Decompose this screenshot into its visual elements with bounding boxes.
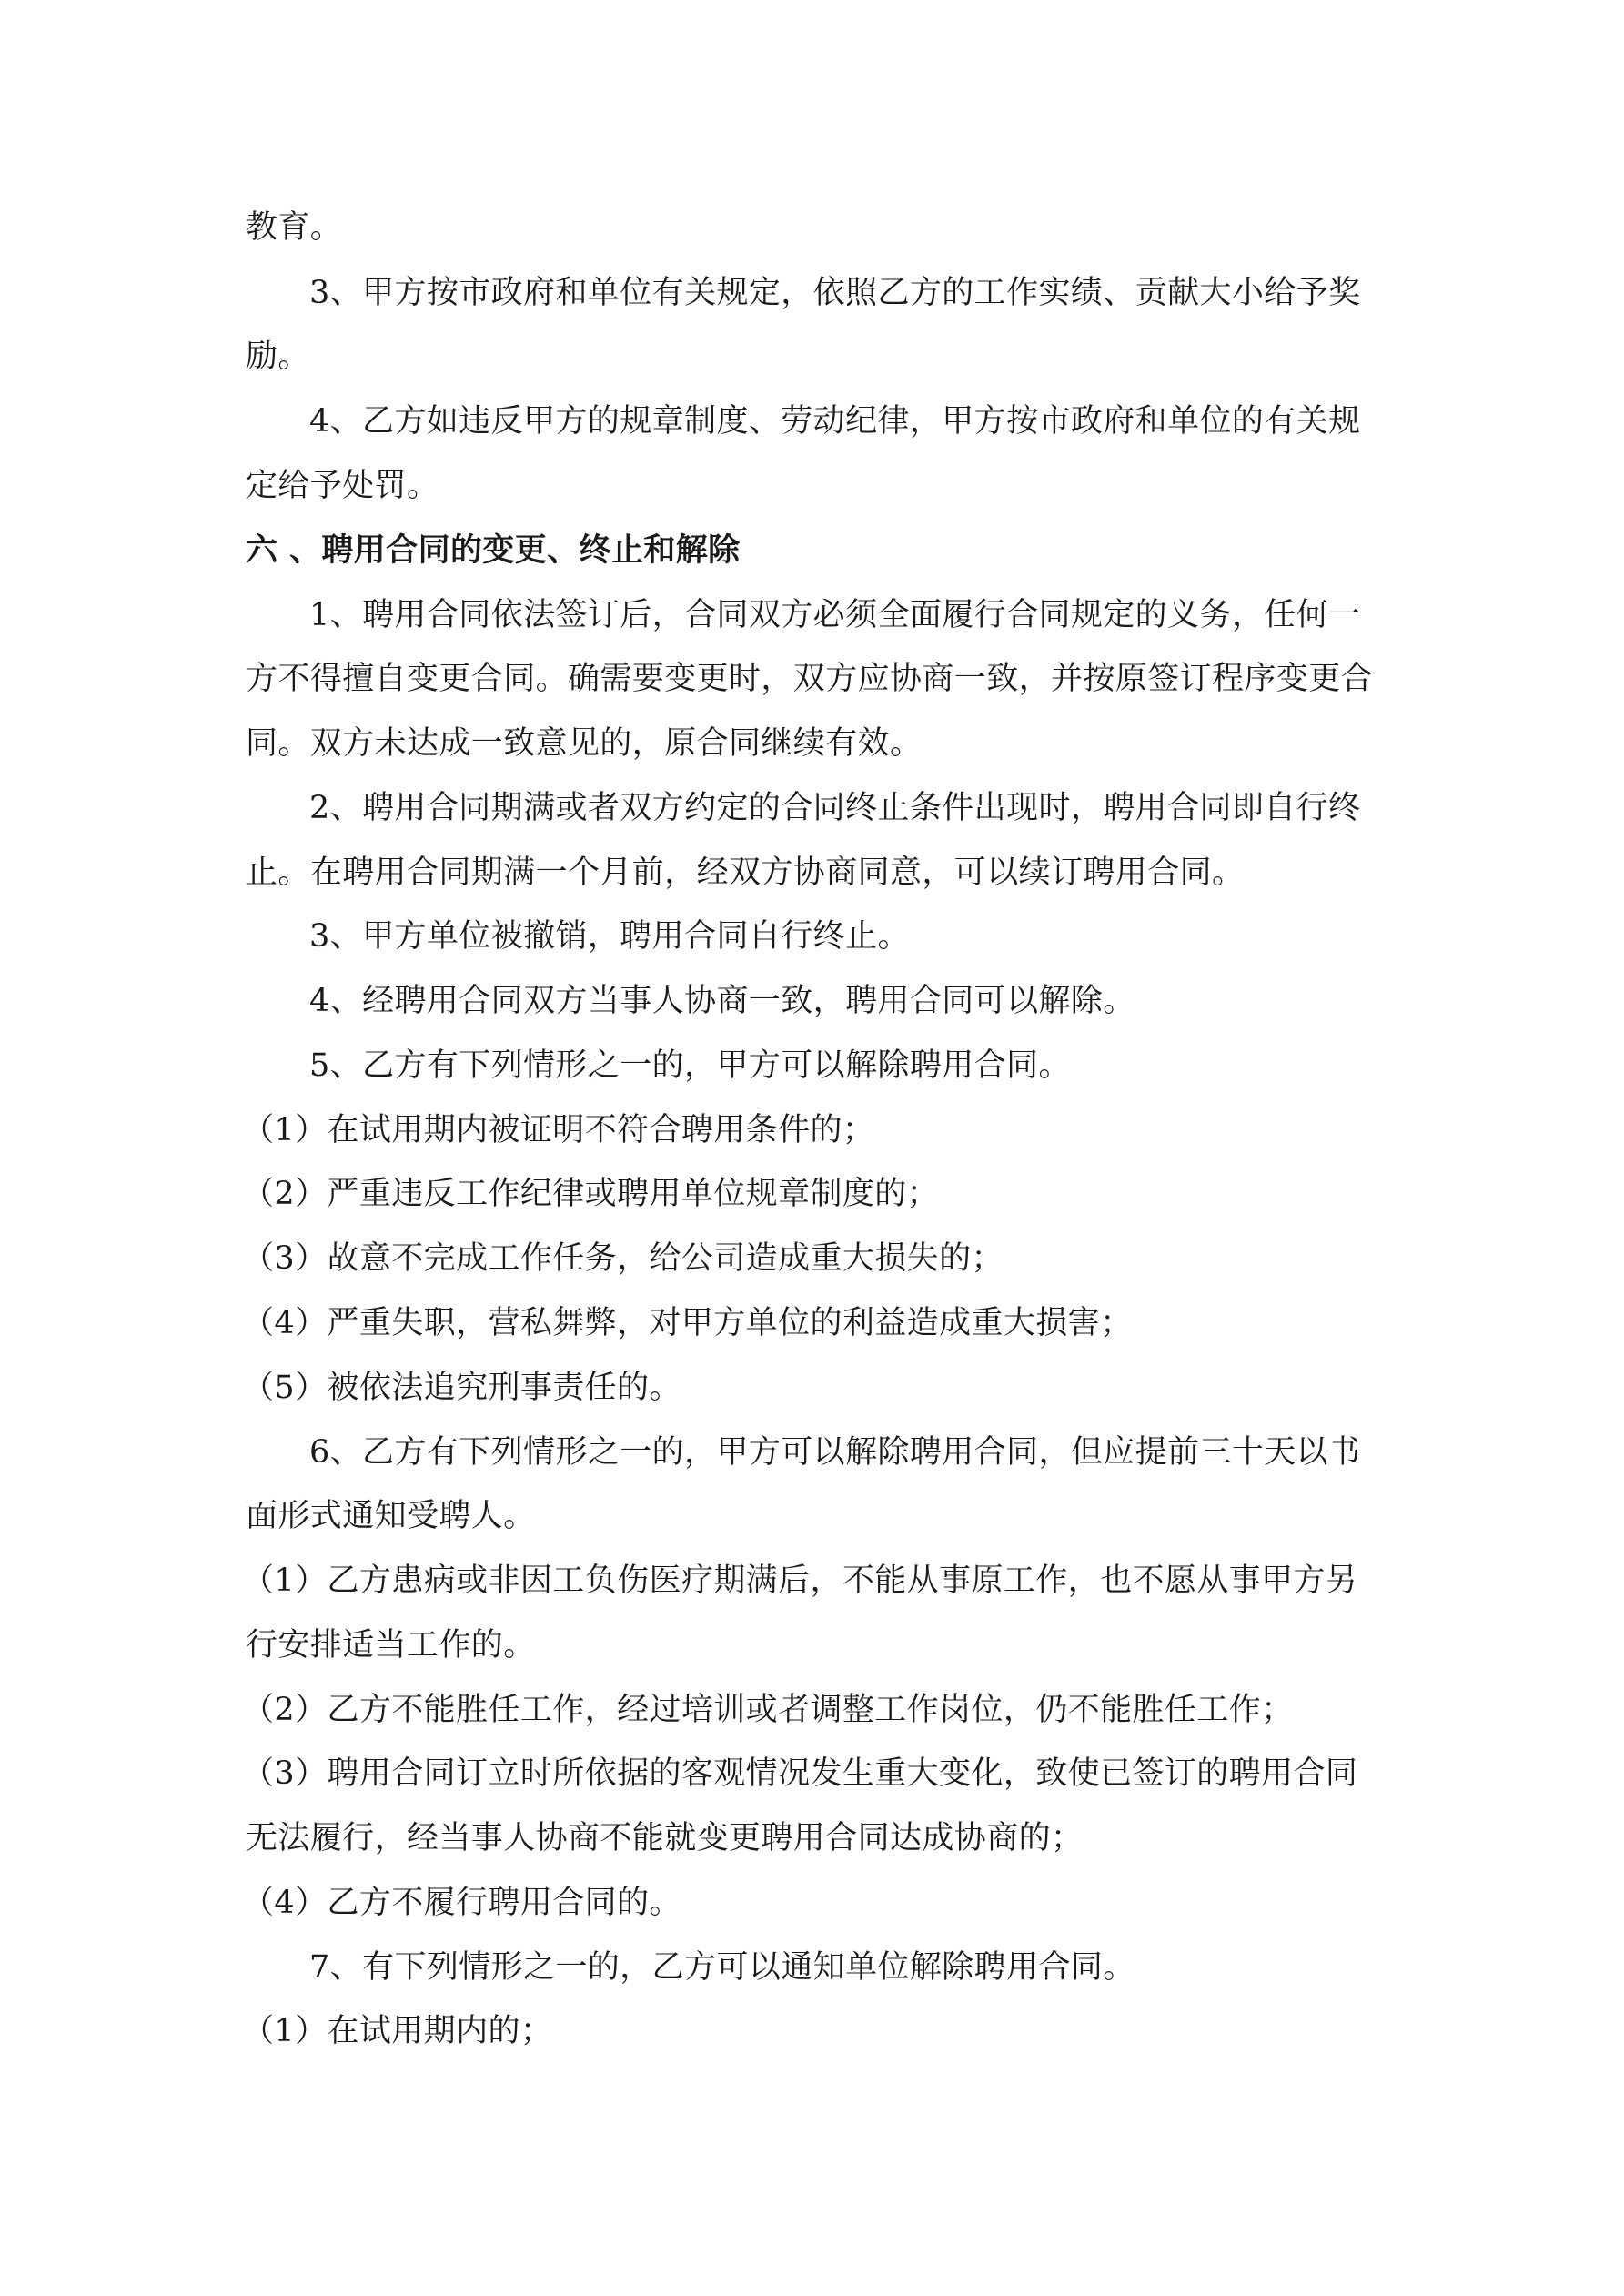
text-line: 行安排适当工作的。 — [246, 1627, 536, 1664]
text-line: 3、甲方按市政府和单位有关规定，依照乙方的工作实绩、贡献大小给予奖 — [309, 275, 1361, 311]
text-line: 励。 — [246, 339, 310, 375]
list-item: （5）被依法追究刑事责任的。 — [242, 1370, 681, 1406]
text-line: 3、甲方单位被撤销，聘用合同自行终止。 — [309, 918, 910, 955]
text-line: 面形式通知受聘人。 — [246, 1498, 536, 1534]
text-line: 止。在聘用合同期满一个月前，经双方协商同意，可以续订聘用合同。 — [246, 855, 1245, 891]
text-line: 4、经聘用合同双方当事人协商一致，聘用合同可以解除。 — [309, 983, 1135, 1019]
text-line: 4、乙方如违反甲方的规章制度、劳动纪律，甲方按市政府和单位的有关规 — [309, 403, 1361, 440]
text-line: 2、聘用合同期满或者双方约定的合同终止条件出现时，聘用合同即自行终 — [309, 790, 1361, 826]
text-line: 定给予处罚。 — [246, 468, 439, 504]
section-heading: 六 、聘用合同的变更、终止和解除 — [246, 531, 741, 569]
list-item: （4）严重失职，营私舞弊，对甲方单位的利益造成重大损害； — [242, 1305, 1133, 1341]
list-item: （2）乙方不能胜任工作，经过培训或者调整工作岗位，仍不能胜任工作； — [242, 1692, 1294, 1728]
list-item: （3）故意不完成工作任务，给公司造成重大损失的； — [242, 1240, 1004, 1277]
text-line: 5、乙方有下列情形之一的，甲方可以解除聘用合同。 — [309, 1047, 1071, 1084]
list-item: （2）严重违反工作纪律或聘用单位规章制度的； — [242, 1176, 940, 1212]
list-item: （4）乙方不履行聘用合同的。 — [242, 1885, 681, 1921]
list-item: （3）聘用合同订立时所依据的客观情况发生重大变化，致使已签订的聘用合同 — [242, 1755, 1358, 1792]
text-line: 7、有下列情形之一的，乙方可以通知单位解除聘用合同。 — [309, 1949, 1135, 1986]
text-line: 1、聘用合同依法签订后，合同双方必须全面履行合同规定的义务，任何一 — [309, 597, 1361, 633]
text-line: 6、乙方有下列情形之一的，甲方可以解除聘用合同，但应提前三十天以书 — [309, 1434, 1361, 1471]
text-line: 同。双方未达成一致意见的，原合同继续有效。 — [246, 725, 923, 762]
list-item: （1）在试用期内的； — [242, 2013, 553, 2049]
text-line: 方不得擅自变更合同。确需要变更时，双方应协商一致，并按原签订程序变更合 — [246, 661, 1374, 697]
text-line: 无法履行，经当事人协商不能就变更聘用合同达成协商的； — [246, 1820, 1084, 1856]
list-item: （1）在试用期内被证明不符合聘用条件的； — [242, 1112, 875, 1148]
list-item: （1）乙方患病或非因工负伤医疗期满后，不能从事原工作，也不愿从事甲方另 — [242, 1563, 1358, 1599]
text-line: 教育。 — [246, 209, 343, 246]
